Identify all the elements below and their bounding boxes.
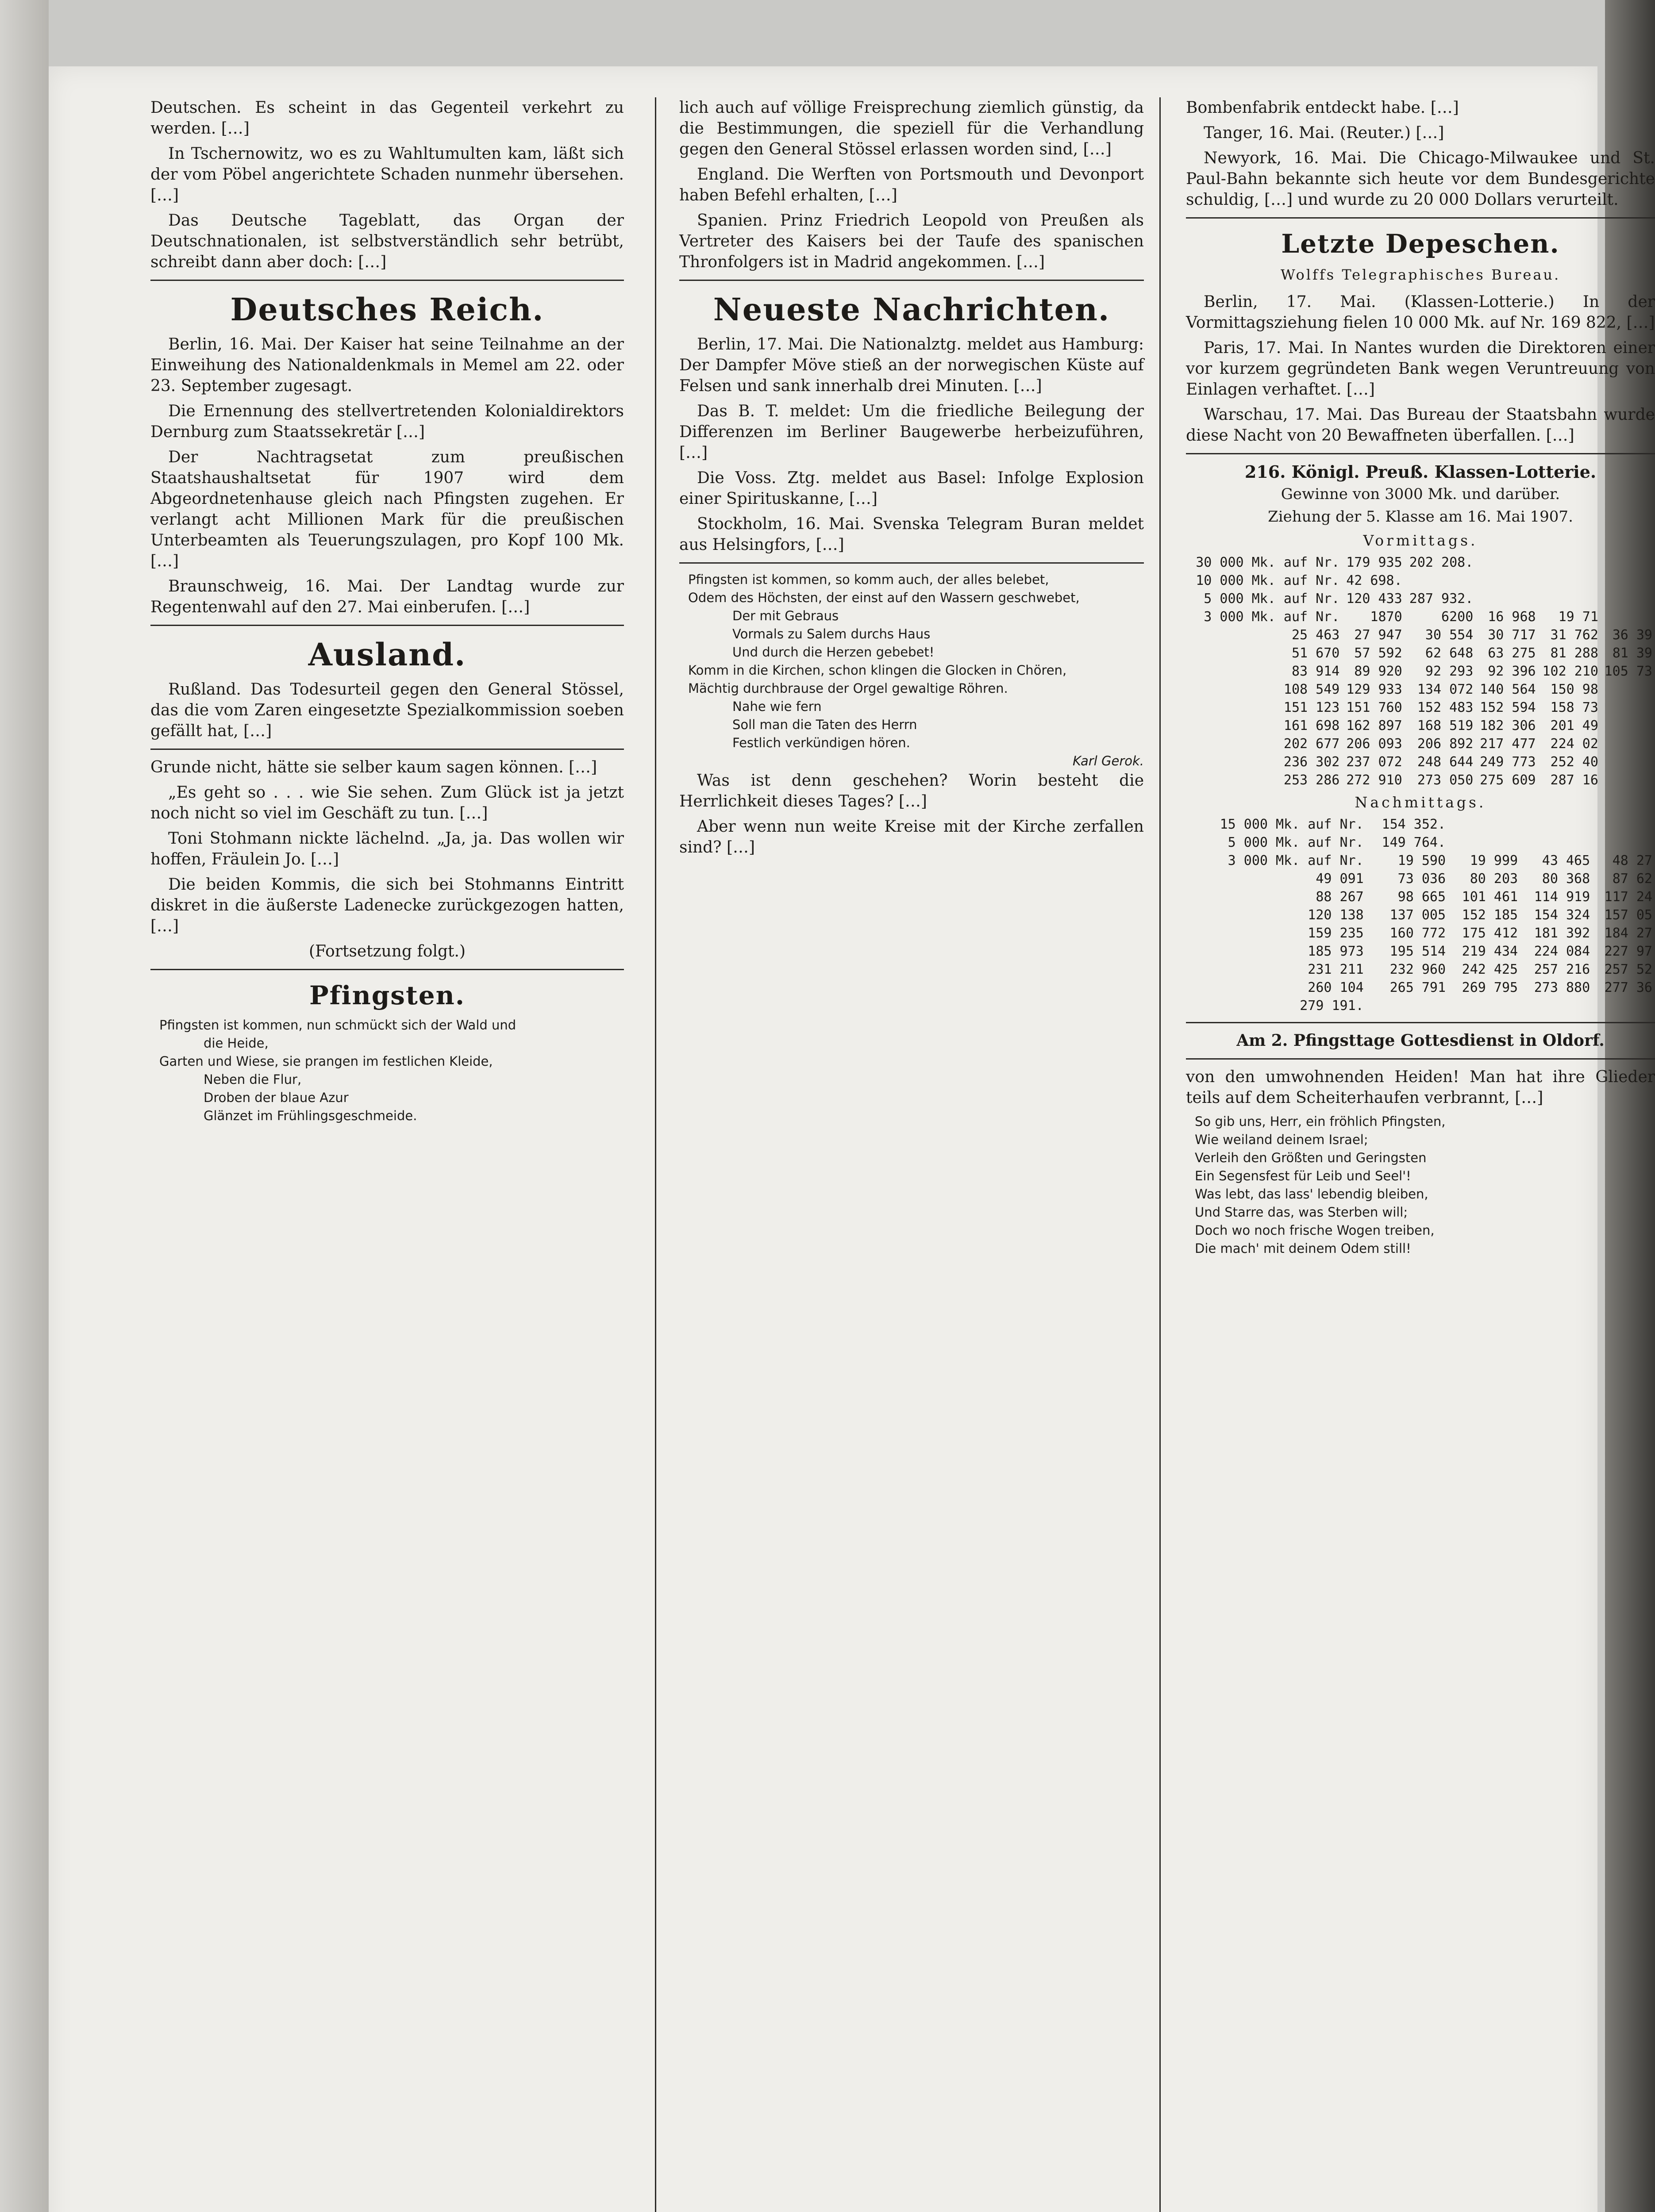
lottery-number: 49 091 (1316, 871, 1364, 887)
lottery-number: 273 880 (1534, 980, 1590, 995)
scan-left-margin (0, 0, 49, 2212)
lottery-number: 27 947 (1354, 627, 1402, 643)
lottery-number: 30 554 (1425, 627, 1474, 643)
lottery-number-row (1186, 924, 1655, 942)
lottery-number: 159 235 (1308, 926, 1364, 941)
lottery-number: 88 267 (1316, 889, 1364, 905)
heading-ausland: Ausland. (308, 636, 466, 673)
section-divider (1186, 1022, 1655, 1023)
feuilleton-divider (679, 562, 1144, 564)
lottery-number: 249 773 (1480, 754, 1536, 770)
lottery-number-row (1186, 906, 1655, 924)
poem-line: Der mit Gebraus (732, 608, 839, 623)
dispatch-paragraph: Berlin, 17. Mai. (Klassen-Lotterie.) In der Vormittagsziehung fielen 10 000 Mk. auf Nr. 169 822, […] (1186, 293, 1655, 332)
news-paragraph: Berlin, 17. Mai. Die Nationalztg. meldet aus Hamburg: Der Dampfer Möve stieß an der norwegischen Küste auf Felsen und sank innerhalb drei Minuten. […] (679, 335, 1144, 395)
lottery-number: 279 191. (1300, 998, 1364, 1014)
news-paragraph: Stockholm, 16. Mai. Svenska Telegram Buran meldet aus Helsingfors, […] (679, 515, 1144, 554)
column-rule-1 (655, 97, 656, 2212)
lottery-number-row (1186, 680, 1655, 699)
lottery-number: 31 762 (1550, 627, 1598, 643)
essay-paragraph: Was ist denn geschehen? Worin besteht die Herrlichkeit dieses Tages? […] (679, 772, 1144, 810)
lottery-number: 137 005 (1389, 907, 1446, 923)
lottery-number: 89 920 (1354, 664, 1402, 679)
lottery-number: 30 000 Mk. auf Nr. (1196, 555, 1340, 570)
lottery-number: 181 392 (1534, 926, 1590, 941)
article-paragraph: Tanger, 16. Mai. (Reuter.) […] (1204, 124, 1444, 142)
lottery-number: 134 072 (1417, 682, 1474, 697)
column-middle (679, 97, 1144, 2212)
poem-line: Was lebt, das lass' lebendig bleiben, (1195, 1187, 1428, 1202)
intro-paragraph: In Tschernowitz, wo es zu Wahltumulten kam, läßt sich der vom Pöbel angerichtete Schaden nunmehr übersehen. […] (150, 145, 624, 204)
lottery-number: 120 138 (1308, 907, 1364, 923)
section-divider (1186, 453, 1655, 454)
lottery-number: 179 935 (1346, 555, 1402, 570)
column-rule-2 (1159, 97, 1161, 2212)
lottery-number: 87 62 (1612, 871, 1652, 887)
poem-line: Odem des Höchsten, der einst auf den Wassern geschwebet, (688, 590, 1080, 605)
lottery-number: 80 368 (1542, 871, 1590, 887)
essay-paragraph: von den umwohnenden Heiden! Man hat ihre Glieder teils auf dem Scheiterhaufen verbrannt, […] (1186, 1068, 1655, 1107)
newspaper-page (49, 66, 1655, 2212)
lottery-table-morning (1186, 553, 1655, 789)
lottery-number: 265 791 (1389, 980, 1446, 995)
poem-line: Doch wo noch frische Wogen treiben, (1195, 1223, 1435, 1238)
poem-line: Pfingsten ist kommen, so komm auch, der alles belebet, (688, 572, 1049, 587)
lottery-number: 257 216 (1534, 962, 1590, 977)
lottery-number: 195 514 (1389, 944, 1446, 959)
article-paragraph: Bombenfabrik entdeckt habe. […] (1186, 99, 1459, 117)
column-right (1186, 97, 1655, 2212)
lottery-number: 5 000 Mk. auf Nr. (1228, 835, 1364, 850)
lottery-number: 202 677 (1283, 736, 1340, 752)
lottery-number: 252 40 (1550, 754, 1598, 770)
section-divider (679, 280, 1144, 281)
lottery-number: 158 73 (1550, 700, 1598, 715)
lottery-number: 114 919 (1534, 889, 1590, 905)
lottery-number: 19 71 (1558, 609, 1598, 625)
lottery-number: 15 000 Mk. auf Nr. (1220, 817, 1364, 832)
intro-paragraph: Deutschen. Es scheint in das Gegenteil verkehrt zu werden. […] (150, 99, 624, 138)
heading-letzte-depeschen: Letzte Depeschen. (1281, 229, 1560, 259)
lottery-date: Ziehung der 5. Klasse am 16. Mai 1907. (1268, 508, 1573, 526)
article-paragraph: lich auch auf völlige Freisprechung ziemlich günstig, da die Bestimmungen, die speziell für die Verhandlung gegen den General Stössel erlassen worden sind, […] (679, 99, 1144, 158)
lottery-number-row (1186, 753, 1655, 771)
lottery-title: 216. Königl. Preuß. Klassen-Lotterie. (1244, 462, 1597, 482)
column-left (150, 97, 624, 2212)
lottery-number: 277 36 (1604, 980, 1652, 995)
lottery-number: 157 05 (1604, 907, 1652, 923)
poem-line: Mächtig durchbrause der Orgel gewaltige Röhren. (688, 681, 1008, 696)
poem-gerok (679, 571, 1144, 770)
lottery-prize-row (1186, 852, 1655, 870)
poem-line: Die mach' mit deinem Odem still! (1195, 1241, 1411, 1256)
article-paragraph: Rußland. Das Todesurteil gegen den General Stössel, das die vom Zaren eingesetzte Spezialkommission soeben gefällt hat, […] (150, 680, 624, 740)
lottery-number: 36 39 (1612, 627, 1652, 643)
lottery-number: 248 644 (1417, 754, 1474, 770)
lottery-number: 185 973 (1308, 944, 1364, 959)
lottery-number: 73 036 (1397, 871, 1446, 887)
poem-line: Glänzet im Frühlingsgeschmeide. (204, 1108, 417, 1123)
article-paragraph: Braunschweig, 16. Mai. Der Landtag wurde zur Regentenwahl auf den 27. Mai einberufen. […] (150, 577, 624, 616)
heading-pfingsten: Pfingsten. (309, 980, 466, 1010)
lottery-label-morning: Vormittags. (1363, 532, 1478, 549)
story-paragraph: Die beiden Kommis, die sich bei Stohmanns Eintritt diskret in die äußerste Ladenecke zurückgezogen hatten, […] (150, 876, 624, 935)
lottery-number: 80 203 (1470, 871, 1518, 887)
poem-line: Neben die Flur, (204, 1072, 302, 1087)
article-paragraph: Die Ernennung des stellvertretenden Kolonialdirektors Dernburg zum Staatssekretär […] (150, 402, 624, 441)
dispatch-paragraph: Warschau, 17. Mai. Das Bureau der Staatsbahn wurde diese Nacht von 20 Bewaffneten überfallen. […] (1186, 406, 1655, 445)
lottery-number: 227 97 (1604, 944, 1652, 959)
lottery-number: 62 648 (1425, 645, 1474, 661)
lottery-number: 151 760 (1346, 700, 1402, 715)
essay-paragraph: Aber wenn nun weite Kreise mit der Kirche zerfallen sind? […] (679, 818, 1144, 856)
poem-line: Vormals zu Salem durchs Haus (732, 626, 931, 641)
lottery-number: 16 968 (1488, 609, 1536, 625)
heading-neueste-nachrichten: Neueste Nachrichten. (713, 291, 1110, 328)
lottery-number: 154 324 (1534, 907, 1590, 923)
lottery-number-row (1186, 717, 1655, 735)
poem-line: Nahe wie fern (732, 699, 822, 714)
heading-deutsches-reich: Deutsches Reich. (230, 291, 544, 328)
lottery-number-row (1186, 942, 1655, 960)
lottery-number: 202 208. (1409, 555, 1474, 570)
lottery-number: 224 02 (1550, 736, 1598, 752)
poem-line: Ein Segensfest für Leib und Seel'! (1195, 1168, 1411, 1183)
poem-line: Komm in die Kirchen, schon klingen die Glocken in Chören, (688, 663, 1067, 678)
lottery-number: 231 211 (1308, 962, 1364, 977)
lottery-number: 51 670 (1291, 645, 1340, 661)
poem-author: Karl Gerok. (1073, 753, 1144, 768)
poem-line: So gib uns, Herr, ein fröhlich Pfingsten, (1195, 1114, 1446, 1129)
lottery-number: 260 104 (1308, 980, 1364, 995)
lottery-prize-row (1186, 815, 1655, 833)
lottery-number: 105 73 (1604, 664, 1652, 679)
lottery-number: 272 910 (1346, 772, 1402, 788)
lottery-number: 224 084 (1534, 944, 1590, 959)
article-paragraph: Spanien. Prinz Friedrich Leopold von Preußen als Vertreter des Kaisers bei der Taufe des spanischen Thronfolgers ist in Madrid angekommen. […] (679, 211, 1144, 271)
lottery-number-row (1186, 979, 1655, 997)
lottery-number: 287 932. (1409, 591, 1474, 607)
lottery-number: 120 433 (1346, 591, 1402, 607)
lottery-number-row (1186, 997, 1655, 1015)
lottery-number: 3 000 Mk. auf Nr. (1228, 853, 1364, 868)
lottery-number: 48 27 (1612, 853, 1652, 868)
lottery-number: 57 592 (1354, 645, 1402, 661)
lottery-number: 152 185 (1462, 907, 1518, 923)
lottery-number: 151 123 (1283, 700, 1340, 715)
lottery-number-row (1186, 735, 1655, 753)
lottery-number: 63 275 (1488, 645, 1536, 661)
lottery-label-afternoon: Nachmittags. (1355, 794, 1486, 811)
lottery-number-row (1186, 771, 1655, 789)
feuilleton-divider (1186, 1058, 1655, 1060)
lottery-number: 242 425 (1462, 962, 1518, 977)
article-paragraph: England. Die Werften von Portsmouth und Devonport haben Befehl erhalten, […] (679, 165, 1144, 204)
lottery-number: 10 000 Mk. auf Nr. (1196, 573, 1340, 588)
poem-line: Garten und Wiese, sie prangen im festlichen Kleide, (159, 1054, 493, 1069)
lottery-number: 3 000 Mk. auf Nr. (1204, 609, 1340, 625)
lottery-number-row (1186, 644, 1655, 662)
lottery-number: 30 717 (1488, 627, 1536, 643)
lottery-number: 81 288 (1550, 645, 1598, 661)
lottery-number: 287 16 (1550, 772, 1598, 788)
section-divider (1186, 217, 1655, 219)
article-paragraph: Berlin, 16. Mai. Der Kaiser hat seine Teilnahme an der Einweihung des Nationaldenkmals in Memel am 22. oder 23. September zugesagt. (150, 335, 624, 395)
poem-line: Droben der blaue Azur (204, 1090, 349, 1105)
lottery-number: 43 465 (1542, 853, 1590, 868)
lottery-number: 257 52 (1604, 962, 1652, 977)
gottesdienst-notice: Am 2. Pfingsttage Gottesdienst in Oldorf. (1236, 1031, 1605, 1050)
section-divider (150, 969, 624, 970)
lottery-number: 219 434 (1462, 944, 1518, 959)
lottery-number: 81 39 (1612, 645, 1652, 661)
lottery-number: 175 412 (1462, 926, 1518, 941)
lottery-number: 152 483 (1417, 700, 1474, 715)
lottery-number: 19 999 (1470, 853, 1518, 868)
lottery-prize-row (1186, 608, 1655, 626)
lottery-number: 161 698 (1283, 718, 1340, 733)
poem-line: Und Starre das, was Sterben will; (1195, 1205, 1408, 1220)
lottery-number: 182 306 (1480, 718, 1536, 733)
lottery-number: 92 396 (1488, 664, 1536, 679)
news-paragraph: Die Voss. Ztg. meldet aus Basel: Infolge Explosion einer Spirituskanne, […] (679, 469, 1144, 508)
lottery-number: 217 477 (1480, 736, 1536, 752)
lottery-number: 83 914 (1291, 664, 1340, 679)
article-paragraph: Newyork, 16. Mai. Die Chicago-Milwaukee und St. Paul-Bahn bekannte sich heute vor dem Bundesgerichte schuldig, […] und wurde zu 20 000 Dollars verurteilt. (1186, 149, 1655, 209)
lottery-prize-row (1186, 590, 1655, 608)
story-paragraph: „Es geht so . . . wie Sie sehen. Zum Glück ist ja jetzt noch nicht so viel im Geschäft zu tun. […] (150, 783, 624, 822)
lottery-number-row (1186, 699, 1655, 717)
story-paragraph: Grunde nicht, hätte sie selber kaum sagen können. […] (150, 758, 597, 776)
lottery-number: 237 072 (1346, 754, 1402, 770)
lottery-number-row (1186, 870, 1655, 888)
lottery-number: 152 594 (1480, 700, 1536, 715)
lottery-number: 269 795 (1462, 980, 1518, 995)
poem-line: Soll man die Taten des Herrn (732, 717, 917, 732)
lottery-number: 184 27 (1604, 926, 1652, 941)
poem-closing (1186, 1113, 1655, 1258)
lottery-number: 236 302 (1283, 754, 1340, 770)
lottery-prize-row (1186, 833, 1655, 852)
lottery-number-row (1186, 888, 1655, 906)
poem-line: Festlich verkündigen hören. (732, 735, 910, 750)
lottery-number: 162 897 (1346, 718, 1402, 733)
lottery-number: 25 463 (1291, 627, 1340, 643)
intro-paragraph: Das Deutsche Tageblatt, das Organ der Deutschnationalen, ist selbstverständlich sehr betrübt, schreibt dann aber doch: […] (150, 211, 624, 271)
article-paragraph: Der Nachtragsetat zum preußischen Staatshaushaltsetat für 1907 wird dem Abgeordnetenhause gleich nach Pfingsten zugehen. Er verlangt acht Millionen Mark für die preußischen Unterbeamten als Teuerungszulagen, pro Kopf 100 Mk. […] (150, 448, 624, 570)
poem-pfingsten (150, 1016, 624, 1125)
lottery-number: 5 000 Mk. auf Nr. (1204, 591, 1340, 607)
lottery-number-row (1186, 960, 1655, 979)
lottery-number: 140 564 (1480, 682, 1536, 697)
lottery-number-row (1186, 662, 1655, 680)
poem-line: Pfingsten ist kommen, nun schmückt sich der Wald und (159, 1018, 516, 1033)
lottery-number: 6200 (1441, 609, 1474, 625)
dispatch-paragraph: Paris, 17. Mai. In Nantes wurden die Direktoren einer vor kurzem gegründeten Bank wegen Veruntreuung von Einlagen verhaftet. […] (1186, 339, 1655, 399)
lottery-number-row (1186, 626, 1655, 644)
poem-line: Verleih den Größten und Geringsten (1195, 1150, 1427, 1165)
lottery-number: 92 293 (1425, 664, 1474, 679)
lottery-number: 98 665 (1397, 889, 1446, 905)
news-paragraph: Das B. T. meldet: Um die friedliche Beilegung der Differenzen im Berliner Baugewerbe herbeizuführen, […] (679, 402, 1144, 462)
lottery-table-afternoon (1186, 815, 1655, 1015)
lottery-number: 154 352. (1382, 817, 1446, 832)
subheading-wolff: Wolffs Telegraphisches Bureau. (1280, 266, 1561, 283)
lottery-number: 101 461 (1462, 889, 1518, 905)
lottery-number: 1870 (1370, 609, 1402, 625)
lottery-number: 149 764. (1382, 835, 1446, 850)
lottery-number: 273 050 (1417, 772, 1474, 788)
lottery-number: 160 772 (1389, 926, 1446, 941)
lottery-number: 206 093 (1346, 736, 1402, 752)
lottery-number: 42 698. (1346, 573, 1402, 588)
lottery-number: 108 549 (1283, 682, 1340, 697)
feuilleton-divider (150, 749, 624, 750)
lottery-number: 206 892 (1417, 736, 1474, 752)
lottery-number: 201 49 (1550, 718, 1598, 733)
lottery-number: 117 24 (1604, 889, 1652, 905)
poem-line: Und durch die Herzen gebebet! (732, 645, 935, 660)
story-continuation-note: (Fortsetzung folgt.) (309, 942, 466, 960)
lottery-number: 19 590 (1397, 853, 1446, 868)
lottery-number: 168 519 (1417, 718, 1474, 733)
lottery-subtitle: Gewinne von 3000 Mk. und darüber. (1281, 485, 1560, 503)
lottery-number: 253 286 (1283, 772, 1340, 788)
lottery-number: 102 210 (1542, 664, 1598, 679)
story-paragraph: Toni Stohmann nickte lächelnd. „Ja, ja. Das wollen wir hoffen, Fräulein Jo. […] (150, 830, 624, 868)
lottery-number: 129 933 (1346, 682, 1402, 697)
lottery-prize-row (1186, 553, 1655, 572)
section-divider (150, 280, 624, 281)
poem-line: die Heide, (204, 1036, 269, 1051)
lottery-number: 275 609 (1480, 772, 1536, 788)
poem-line: Wie weiland deinem Israel; (1195, 1132, 1368, 1147)
section-divider (150, 625, 624, 626)
lottery-number: 232 960 (1389, 962, 1446, 977)
lottery-prize-row (1186, 572, 1655, 590)
lottery-number: 150 98 (1550, 682, 1598, 697)
